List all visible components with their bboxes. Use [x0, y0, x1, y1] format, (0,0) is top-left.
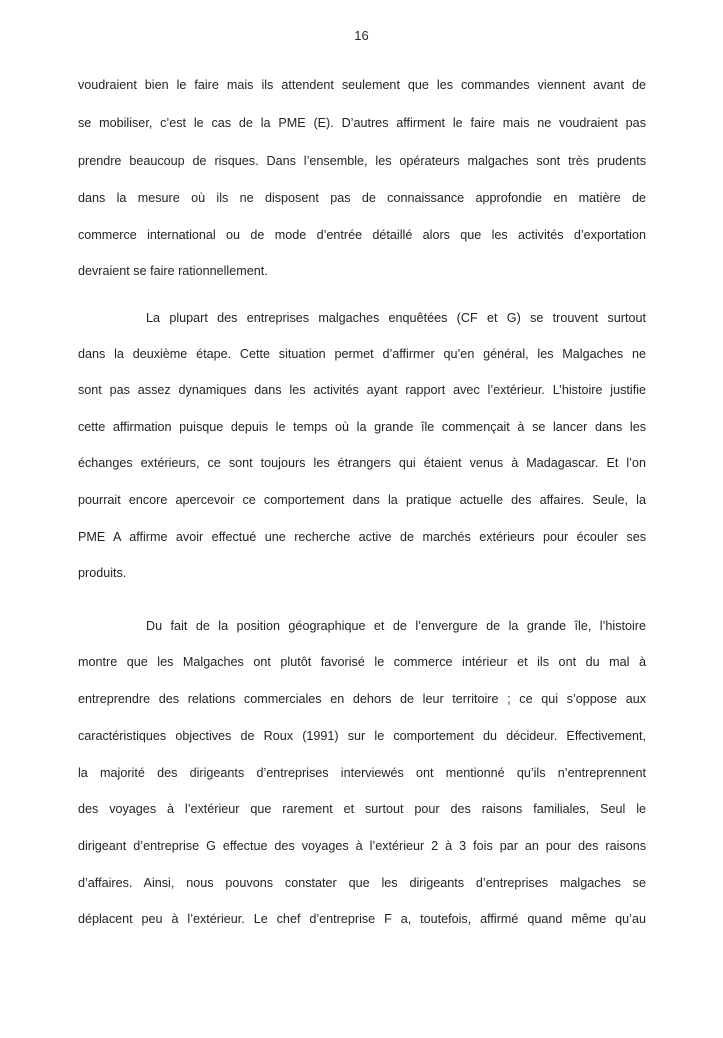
text-line: dans la deuxième étape. Cette situation permet d’affirmer qu’en général, les Malgaches ne — [78, 347, 646, 361]
text-line: devraient se faire rationnellement. — [78, 264, 268, 278]
text-line: déplacent peu à l’extérieur. Le chef d’entreprise F a, toutefois, affirmé quand même qu’au — [78, 912, 646, 926]
text-line: d’affaires. Ainsi, nous pouvons constater que les dirigeants d’entreprises malgaches se — [78, 876, 646, 890]
text-line: commerce international ou de mode d’entrée détaillé alors que les activités d’exportation — [78, 228, 646, 242]
text-line: caractéristiques objectives de Roux (1991) sur le comportement du décideur. Effectivement, — [78, 729, 646, 743]
text-line: dans la mesure où ils ne disposent pas de connaissance approfondie en matière de — [78, 191, 646, 205]
text-line: prendre beaucoup de risques. Dans l’ensemble, les opérateurs malgaches sont très prudents — [78, 154, 646, 168]
text-line: se mobiliser, c’est le cas de la PME (E). D’autres affirment le faire mais ne voudraient pas — [78, 116, 646, 130]
text-line: dirigeant d’entreprise G effectue des voyages à l’extérieur 2 à 3 fois par an pour des raisons — [78, 839, 646, 853]
text-line: entreprendre des relations commerciales en dehors de leur territoire ; ce qui s’oppose aux — [78, 692, 646, 706]
text-line: produits. — [78, 566, 127, 580]
text-line: Du fait de la position géographique et de l’envergure de la grande île, l’histoire — [146, 619, 646, 633]
text-line: voudraient bien le faire mais ils attendent seulement que les commandes viennent avant de — [78, 78, 646, 92]
text-line: montre que les Malgaches ont plutôt favorisé le commerce intérieur et ils ont du mal à — [78, 655, 646, 669]
text-line: échanges extérieurs, ce sont toujours les étrangers qui étaient venus à Madagascar. Et l’on — [78, 456, 646, 470]
text-line: La plupart des entreprises malgaches enquêtées (CF et G) se trouvent surtout — [146, 311, 646, 325]
page-number: 16 — [354, 28, 369, 43]
text-line: sont pas assez dynamiques dans les activités ayant rapport avec l’extérieur. L’histoire justifie — [78, 383, 646, 397]
text-line: des voyages à l’extérieur que rarement et surtout pour des raisons familiales, Seul le — [78, 802, 646, 816]
text-line: la majorité des dirigeants d’entreprises interviewés ont mentionné qu’ils n’entreprennent — [78, 766, 646, 780]
text-line: cette affirmation puisque depuis le temps où la grande île commençait à se lancer dans les — [78, 420, 646, 434]
text-line: pourrait encore apercevoir ce comportement dans la pratique actuelle des affaires. Seule, la — [78, 493, 646, 507]
text-line: PME A affirme avoir effectué une recherche active de marchés extérieurs pour écouler ses — [78, 530, 646, 544]
